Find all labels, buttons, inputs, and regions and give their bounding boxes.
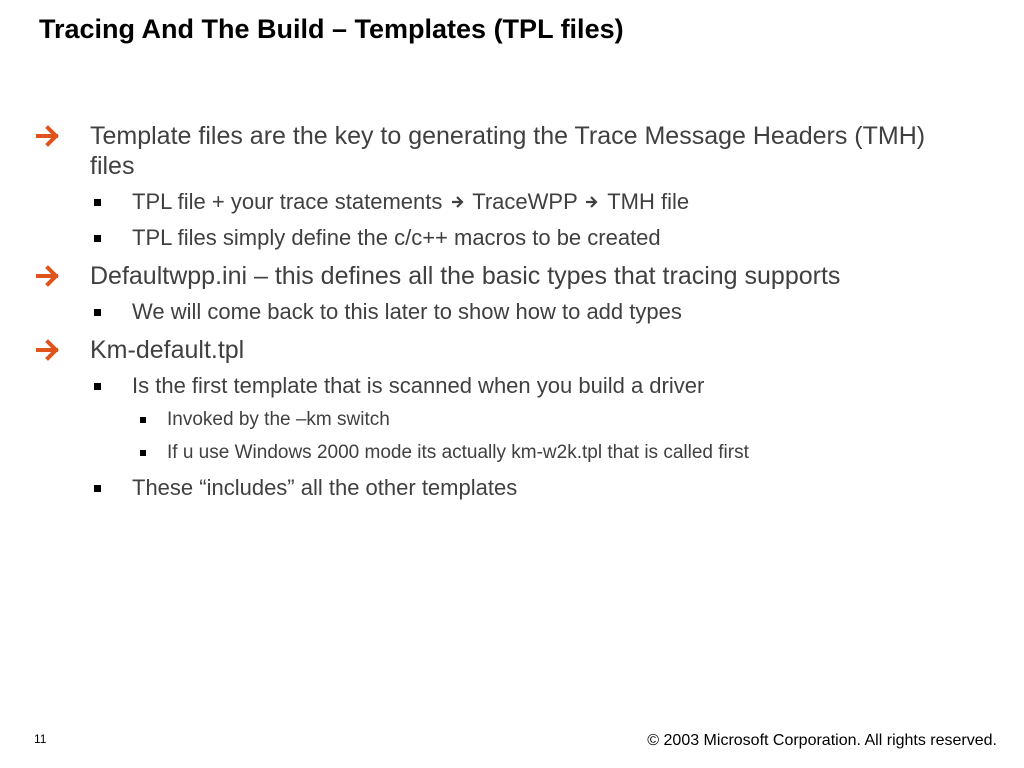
square-bullet-icon bbox=[94, 199, 101, 206]
sub-sub-bullet-w2k bbox=[0, 442, 1024, 464]
right-arrow-icon bbox=[36, 124, 62, 148]
bullet-text: Defaultwpp.ini – this defines all the basic types that tracing supports bbox=[90, 262, 841, 290]
bullet-text: Km-default.tpl bbox=[90, 336, 245, 364]
right-arrow-icon bbox=[36, 338, 62, 362]
square-bullet-icon bbox=[94, 383, 101, 390]
sub-bullet-tpl-flow bbox=[0, 189, 1024, 215]
square-bullet-icon bbox=[94, 235, 101, 242]
square-bullet-icon bbox=[140, 450, 146, 456]
square-bullet-icon bbox=[140, 417, 146, 423]
sub-bullet-first-template bbox=[0, 373, 1024, 399]
bullet-text: Template files are the key to generating the Trace Message Headers (TMH) files bbox=[90, 122, 926, 180]
slide-number: 11 bbox=[34, 732, 47, 746]
sub-bullet-text-part3: TMH file bbox=[607, 189, 690, 214]
right-arrow-icon bbox=[585, 195, 599, 209]
sub-bullet-text: TPL files simply define the c/c++ macros to be created bbox=[132, 225, 661, 250]
square-bullet-icon bbox=[94, 485, 101, 492]
sub-bullet-tpl-macros bbox=[0, 225, 1024, 251]
sub-sub-bullet-km-switch bbox=[0, 409, 1024, 431]
sub-sub-bullet-text: If u use Windows 2000 mode its actually km-w2k.tpl that is called first bbox=[167, 442, 749, 463]
bullet-template-files bbox=[0, 121, 970, 181]
sub-bullet-text-part1: TPL file + your trace statements bbox=[132, 189, 443, 214]
slide-body bbox=[0, 121, 1024, 511]
right-arrow-icon bbox=[36, 264, 62, 288]
square-bullet-icon bbox=[94, 309, 101, 316]
slide-title: Tracing And The Build – Templates (TPL files) bbox=[39, 14, 624, 44]
bullet-km-default bbox=[0, 335, 970, 365]
sub-bullet-includes bbox=[0, 475, 1024, 501]
sub-bullet-text: Is the first template that is scanned when you build a driver bbox=[132, 373, 705, 398]
sub-sub-bullet-text: Invoked by the –km switch bbox=[167, 409, 390, 430]
sub-bullet-text: These “includes” all the other templates bbox=[132, 475, 518, 500]
sub-bullet-text: We will come back to this later to show how to add types bbox=[132, 299, 682, 324]
bullet-defaultwpp bbox=[0, 261, 970, 291]
right-arrow-icon bbox=[451, 195, 465, 209]
copyright-notice: © 2003 Microsoft Corporation. All rights reserved. bbox=[647, 732, 997, 749]
sub-bullet-add-types bbox=[0, 299, 1024, 325]
sub-bullet-text-part2: TraceWPP bbox=[472, 189, 578, 214]
